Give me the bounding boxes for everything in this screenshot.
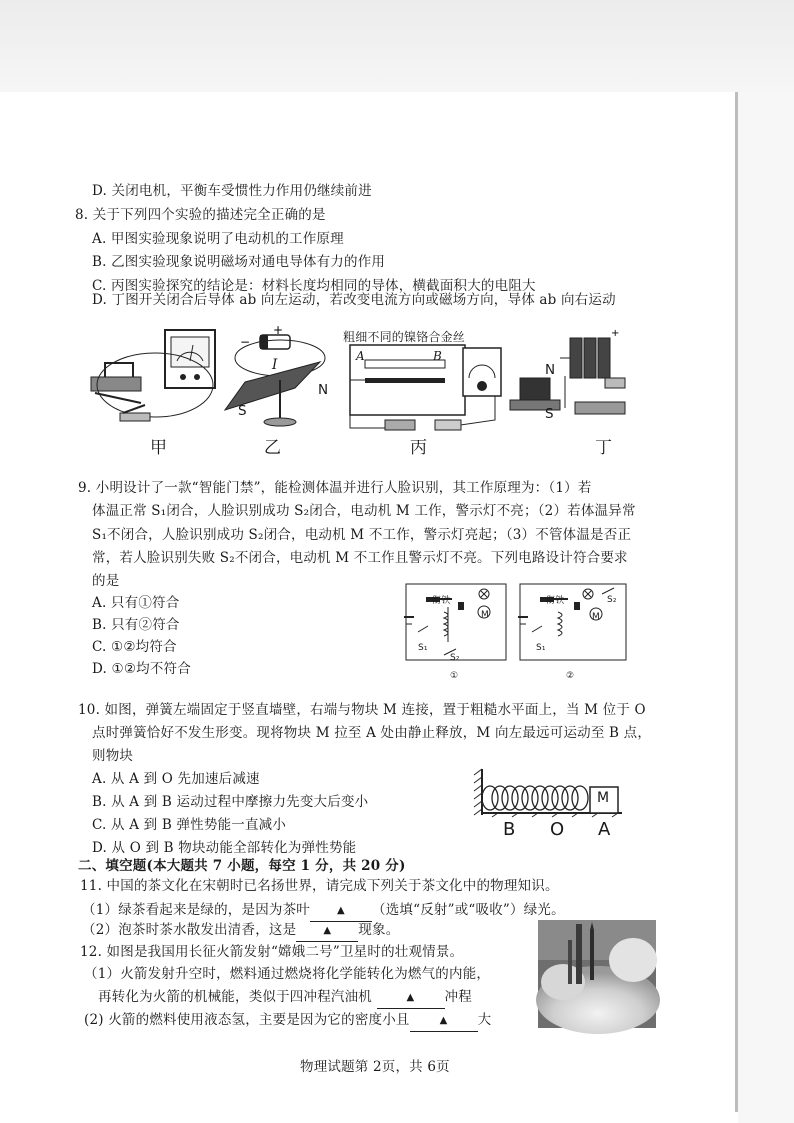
q9-line-1: 9. 小明设计了一款“智能门禁”，能检测体温并进行人脸识别，其工作原理为：（1）若: [78, 480, 592, 496]
circuit-2-label: ②: [566, 671, 575, 681]
q9-option-d: D. ①②均不符合: [92, 661, 191, 677]
figure-bing-point-b: B: [433, 349, 443, 363]
q12-blank-2[interactable]: [410, 1009, 478, 1032]
figure-label-jia: 甲: [150, 438, 167, 458]
q9-option-c: C. ①②均符合: [92, 639, 177, 655]
q11-part-2-suffix: 现象。: [358, 922, 400, 938]
page-edge-line: [735, 92, 738, 1112]
figure-yi-south: S: [238, 403, 247, 419]
rocket-launch-photo: [538, 920, 656, 1028]
q12-stem: 12. 如图是我国用长征火箭发射“嫦娥二号”卫星时的壮观情景。: [80, 944, 464, 960]
spring-block-label: M: [597, 790, 610, 806]
q12-part-1-line-2: [98, 987, 472, 1010]
circuit-2-motor: M: [592, 612, 600, 622]
figure-ding: [505, 328, 645, 433]
q11-part-1-suffix: （选填“反射”或“吸收”）绿光。: [372, 902, 565, 918]
circuit-2-s1: S₁: [536, 643, 546, 653]
q9-option-b: B. 只有②符合: [92, 617, 180, 633]
q12-part-1-prefix: 再转化为火箭的机械能，类似于四冲程汽油机: [98, 989, 372, 1005]
figure-label-ding: 丁: [595, 438, 612, 458]
q12-part-2-prefix: (2) 火箭的燃料使用液态氢，主要是因为它的密度小且: [84, 1012, 410, 1028]
q12-blank-1[interactable]: [377, 986, 445, 1009]
q10-option-c: C. 从 A 到 B 弹性势能一直减小: [92, 817, 287, 833]
q12-part-2-suffix: 大: [477, 1012, 492, 1028]
q9-line-2: 体温正常 S₁闭合，人脸识别成功 S₂闭合，电动机 M 工作，警示灯不亮；（2）若体温异常: [92, 503, 636, 519]
figure-label-yi: 乙: [264, 438, 281, 458]
q12-part-1-suffix: 冲程: [444, 989, 472, 1005]
circuit-2-s2: S₂: [607, 595, 617, 605]
circuit-2-iron: 衔铁: [546, 596, 565, 606]
spring-point-a: A: [598, 819, 611, 840]
blank-marker: ▲: [323, 925, 332, 936]
circuit-1-s1: S₁: [418, 643, 428, 653]
circuit-1-label: ①: [450, 671, 459, 681]
blank-marker: ▲: [337, 905, 345, 916]
svg-text:+: +: [273, 323, 284, 337]
blank-marker: ▲: [439, 1015, 448, 1026]
section-2-title: 二、填空题(本大题共 7 小题，每空 1 分，共 20 分): [78, 858, 406, 874]
q9-line-4: 常，若人脸识别失败 S₂不闭合，电动机 M 不工作且警示灯不亮。下列电路设计符合要求: [92, 550, 628, 566]
figure-ding-south: S: [545, 406, 554, 422]
circuit-1-s2: S₂: [450, 653, 460, 663]
q10-line-3: 则物块: [92, 748, 134, 764]
q11-blank-2[interactable]: [296, 919, 358, 942]
q10-option-a: A. 从 A 到 O 先加速后减速: [92, 771, 260, 787]
svg-text:−: −: [240, 335, 251, 349]
figure-bing: [345, 340, 505, 435]
q11-part-1-prefix: （1）绿茶看起来是绿的，是因为茶叶: [82, 902, 310, 918]
q9-line-3: S₁不闭合，人脸识别成功 S₂闭合，电动机 M 不工作，警示灯亮起；（3）不管体温是否正: [92, 527, 632, 543]
q7-option-d: D. 关闭电机，平衡车受惯性力作用仍继续前进: [92, 183, 372, 199]
figure-yi-north: N: [318, 382, 329, 398]
spring-point-b: B: [503, 819, 516, 840]
q11-part-2-prefix: （2）泡茶时茶水散发出清香，这是: [82, 922, 297, 938]
scan-top-margin: [0, 0, 794, 92]
q10-line-2: 点时弹簧恰好不发生形变。现将物块 M 拉至 A 处由静止释放，M 向左最远可运动至 B 点，: [92, 725, 652, 741]
page-footer: 物理试题第 2页，共 6页: [300, 1059, 450, 1075]
spring-point-o: O: [550, 819, 565, 840]
q10-option-b: B. 从 A 到 B 运动过程中摩擦力先变大后变小: [92, 794, 369, 810]
figure-yi-current: I: [272, 357, 278, 373]
figure-bing-point-a: A: [356, 349, 365, 363]
q11-stem: 11. 中国的茶文化在宋朝时已名扬世界，请完成下列关于茶文化中的物理知识。: [80, 878, 559, 894]
q9-line-5: 的是: [92, 573, 120, 589]
q11-part-2: [82, 920, 399, 943]
q12-part-1-line-1: （1）火箭发射升空时，燃料通过燃烧将化学能转化为燃气的内能，: [84, 966, 491, 982]
svg-text:+: +: [611, 328, 620, 339]
q9-option-a: A. 只有①符合: [92, 595, 180, 611]
figure-label-bing: 丙: [410, 438, 427, 458]
q10-option-d: D. 从 O 到 B 物块动能全部转化为弹性势能: [92, 840, 357, 856]
figure-bing-caption: 粗细不同的镍铬合金丝: [343, 330, 466, 344]
q8-stem: 8. 关于下列四个实验的描述完全正确的是: [75, 207, 326, 223]
scan-right-margin: [738, 92, 794, 1123]
blank-marker: ▲: [406, 992, 415, 1003]
figure-jia: [85, 325, 225, 435]
q8-option-a: A. 甲图实验现象说明了电动机的工作原理: [92, 231, 344, 247]
q10-line-1: 10. 如图，弹簧左端固定于竖直墙壁，右端与物块 M 连接，置于粗糙水平面上，当 M 位于 O: [78, 702, 646, 718]
q8-option-b: B. 乙图实验现象说明磁场对通电导体有力的作用: [92, 254, 386, 270]
circuit-1-iron: 衔铁: [432, 596, 451, 606]
q12-part-2: [84, 1010, 491, 1033]
figure-ding-north: N: [545, 362, 556, 378]
circuit-1-motor: M: [481, 610, 489, 620]
q8-option-c: C. 丙图实验探究的结论是：材料长度均相同的导体，横截面积大的电阻大: [92, 278, 536, 294]
q8-option-d: D. 丁图开关闭合后导体 ab 向左运动，若改变电流方向或磁场方向，导体 ab 向右运动: [92, 292, 616, 308]
